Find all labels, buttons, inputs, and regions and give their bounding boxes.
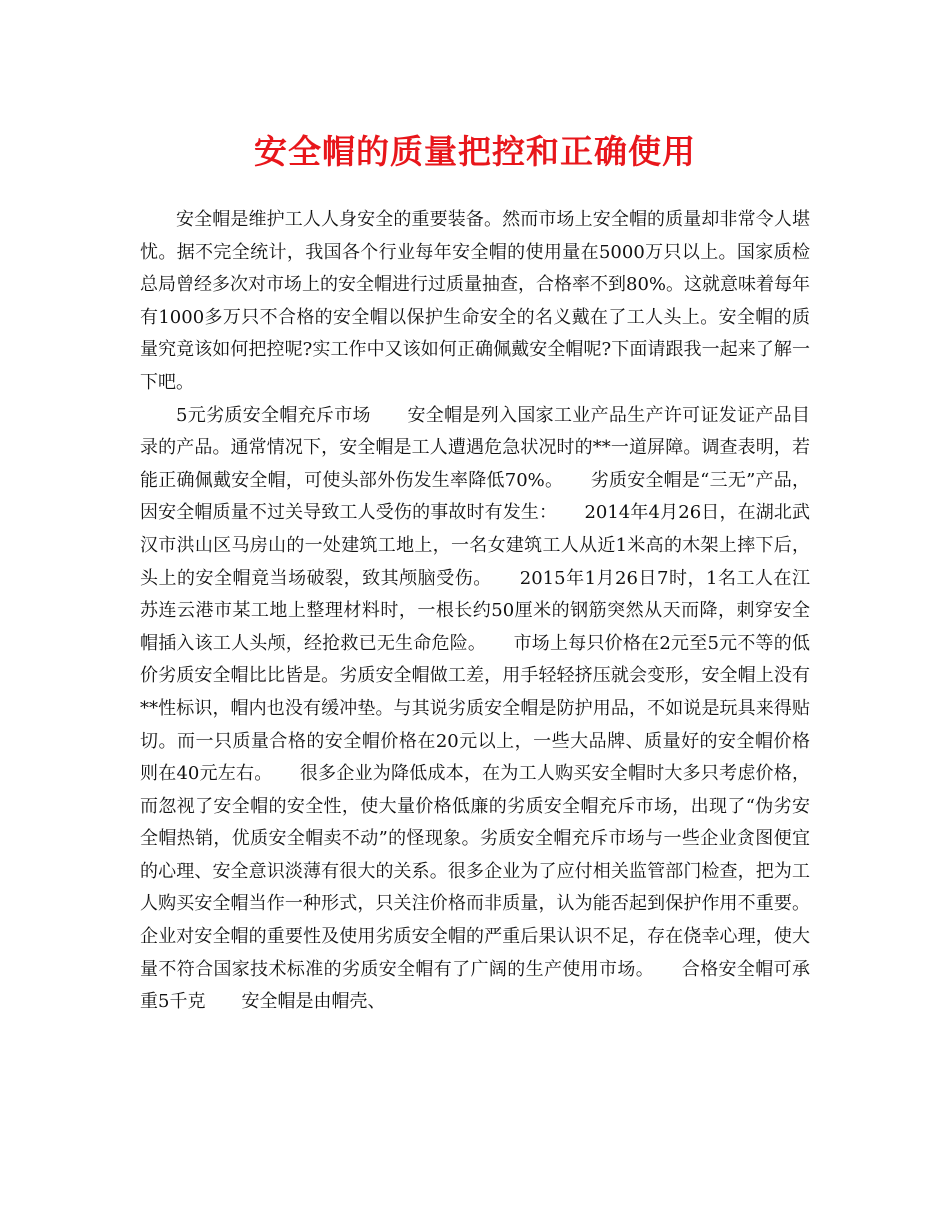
paragraph-intro: 安全帽是维护工人人身安全的重要装备。然而市场上安全帽的质量却非常令人堪忧。据不完全统计，我国各个行业每年安全帽的使用量在5000万只以上。国家质检总局曾经多次对市场上的安全帽进行过质量抽查，合格率不到80%。这就意味着每年有1000多万只不合格的安全帽以保护生命安全的名义戴在了工人头上。安全帽的质量究竟该如何把控呢?实工作中又该如何正确佩戴安全帽呢?下面请跟我一起来了解一下吧。 [140, 209, 811, 393]
document-title: 安全帽的质量把控和正确使用 [254, 132, 696, 171]
paragraph-market: 5元劣质安全帽充斥市场 安全帽是列入国家工业产品生产许可证发证产品目录的产品。通常情况下，安全帽是工人遭遇危急状况时的**一道屏障。调查表明，若能正确佩戴安全帽，可使头部外伤发生率降低70%。 劣质安全帽是“三无”产品，因安全帽质量不过关导致工人受伤的事故时有发生： 2014年4月26日，在湖北武汉市洪山区马房山的一处建筑工地上，一名女建筑工人从近1米高的木架上摔下后，头上的安全帽竟当场破裂，致其颅脑受伤。 2015年1月26日7时，1名工人在江苏连云港市某工地上整理材料时，一根长约50厘米的钢筋突然从天而降，刺穿安全帽插入该工人头颅，经抢救已无生命危险。 市场上每只价格在2元至5元不等的低价劣质安全帽比比皆是。劣质安全帽做工差，用手轻轻挤压就会变形，安全帽上没有**性标识，帽内也没有缓冲垫。与其说劣质安全帽是防护用品，不如说是玩具来得贴切。而一只质量合格的安全帽价格在20元以上，一些大品牌、质量好的安全帽价格则在40元左右。 很多企业为降低成本，在为工人购买安全帽时大多只考虑价格，而忽视了安全帽的安全性，使大量价格低廉的劣质安全帽充斥市场，出现了“伪劣安全帽热销，优质安全帽卖不动”的怪现象。劣质安全帽充斥市场与一些企业贪图便宜的心理、安全意识淡薄有很大的关系。很多企业为了应付相关监管部门检查，把为工人购买安全帽当作一种形式，只关注价格而非质量，认为能否起到保护作用不重要。企业对安全帽的重要性及使用劣质安全帽的严重后果认识不足，存在侥幸心理，使大量不符合国家技术标准的劣质安全帽有了广阔的生产使用市场。 合格安全帽可承重5千克 安全帽是由帽壳、 [140, 404, 810, 1013]
document-body [140, 204, 810, 1019]
